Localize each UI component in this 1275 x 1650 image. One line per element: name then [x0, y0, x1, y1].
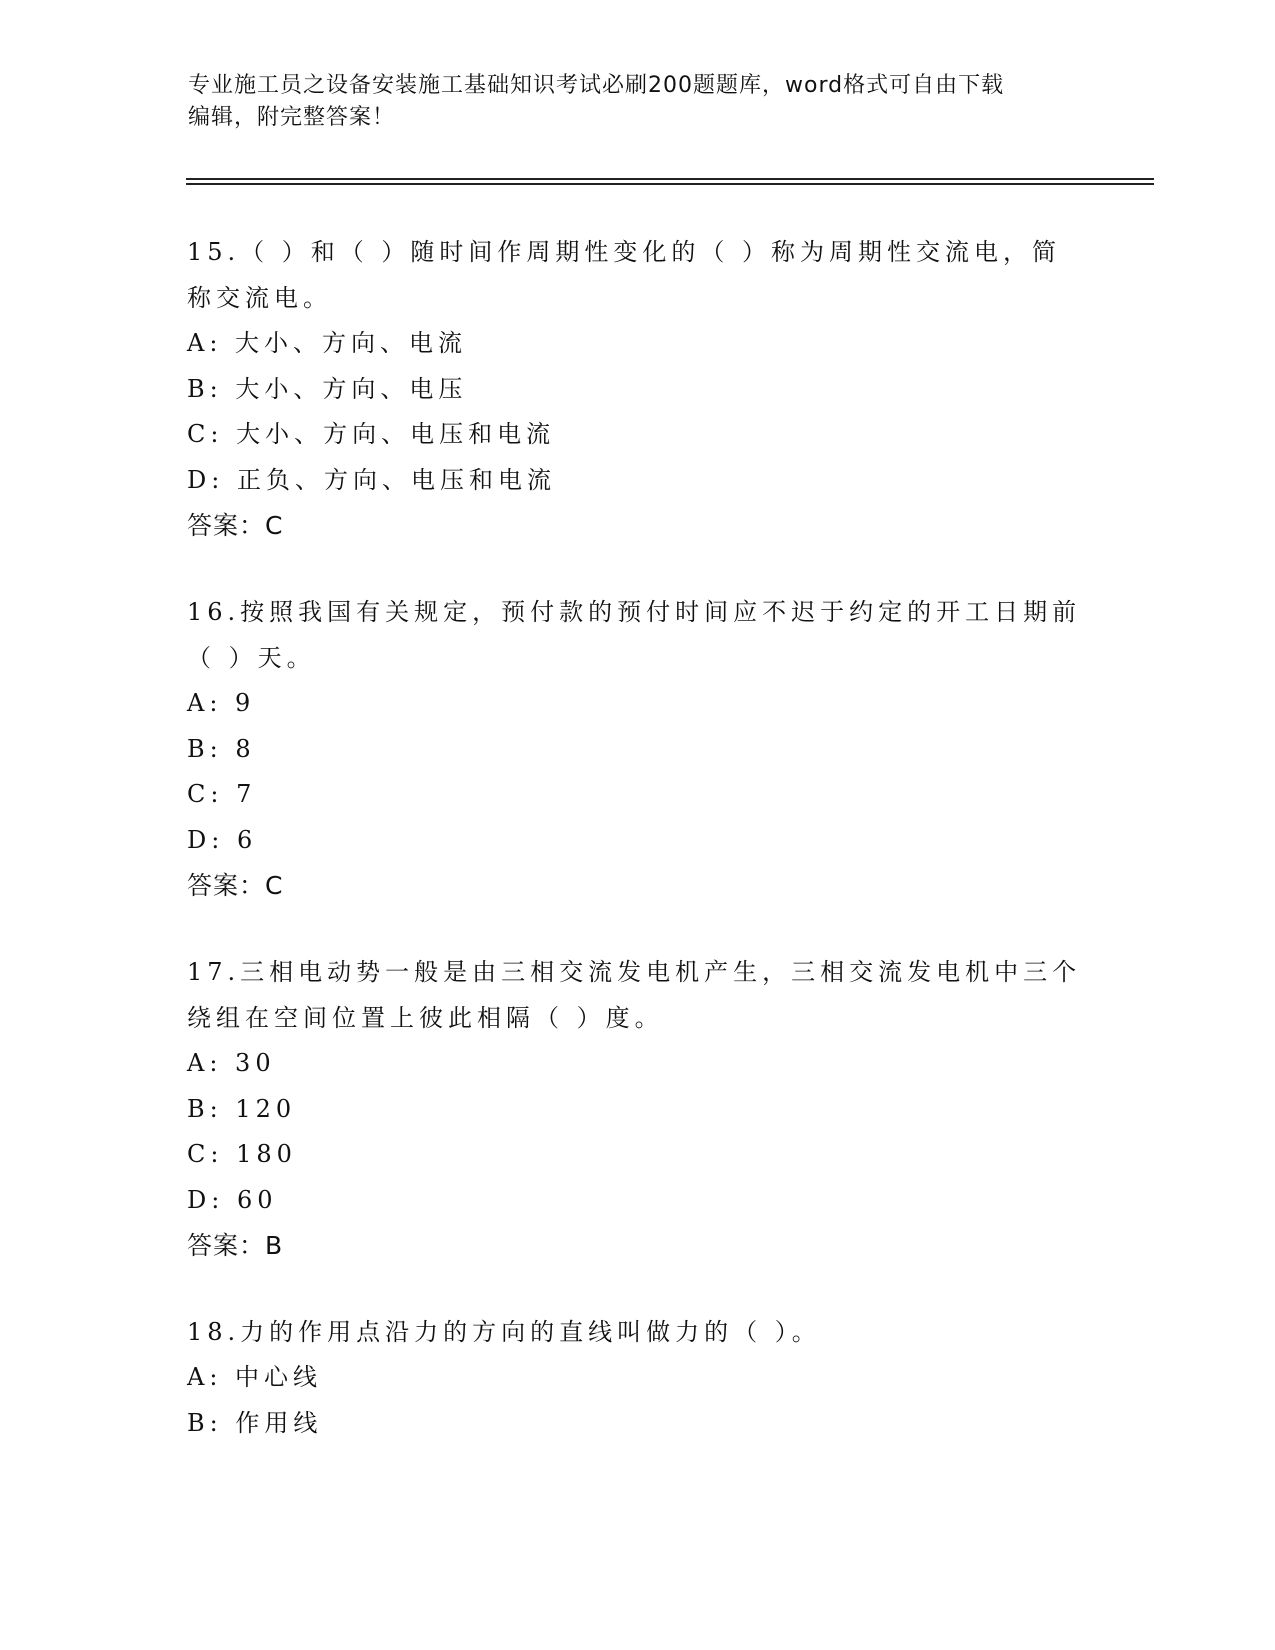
- question-list: [187, 229, 1087, 1486]
- question-text: 15.（ ）和（ ）随时间作周期性变化的（ ）称为周期性交流电，简称交流电。: [187, 238, 1062, 312]
- answer-line: 答案：B: [187, 1231, 284, 1260]
- question-16: [187, 589, 1087, 909]
- option-b: B: 120: [187, 1094, 297, 1123]
- option-b: B: 作用线: [187, 1408, 323, 1437]
- option-d: D: 6: [187, 825, 258, 854]
- question-15: [187, 229, 1087, 549]
- question-18: [187, 1309, 1087, 1446]
- question-text: 18.力的作用点沿力的方向的直线叫做力的（ ）。: [187, 1318, 821, 1346]
- option-d: D: 60: [187, 1185, 278, 1214]
- answer-line: 答案：C: [187, 871, 284, 900]
- option-c: C: 180: [187, 1140, 297, 1168]
- option-a: A: 9: [187, 689, 256, 717]
- header-title-line1: 专业施工员之设备安装施工基础知识考试必刷200题题库，word格式可自由下载: [188, 73, 1005, 98]
- header-divider-bottom: [186, 183, 1154, 185]
- option-c: C: 大小、方向、电压和电流: [187, 420, 556, 448]
- option-b: B: 8: [187, 734, 256, 763]
- header-divider-top: [186, 178, 1154, 180]
- header-title-line2: 编辑，附完整答案！: [188, 105, 396, 130]
- answer-line: 答案：C: [187, 511, 284, 540]
- option-d: D: 正负、方向、电压和电流: [187, 465, 556, 494]
- question-17: [187, 949, 1087, 1269]
- option-a: A: 大小、方向、电流: [187, 329, 468, 357]
- option-b: B: 大小、方向、电压: [187, 374, 468, 403]
- option-a: A: 30: [187, 1049, 276, 1077]
- option-a: A: 中心线: [187, 1363, 323, 1391]
- question-text: 17.三相电动势一般是由三相交流发电机产生，三相交流发电机中三个绕组在空间位置上彼此相隔（ ）度。: [187, 958, 1082, 1032]
- document-header: [188, 70, 1088, 134]
- question-text: 16.按照我国有关规定，预付款的预付时间应不迟于约定的开工日期前（ ）天。: [187, 598, 1082, 672]
- option-c: C: 7: [187, 780, 257, 808]
